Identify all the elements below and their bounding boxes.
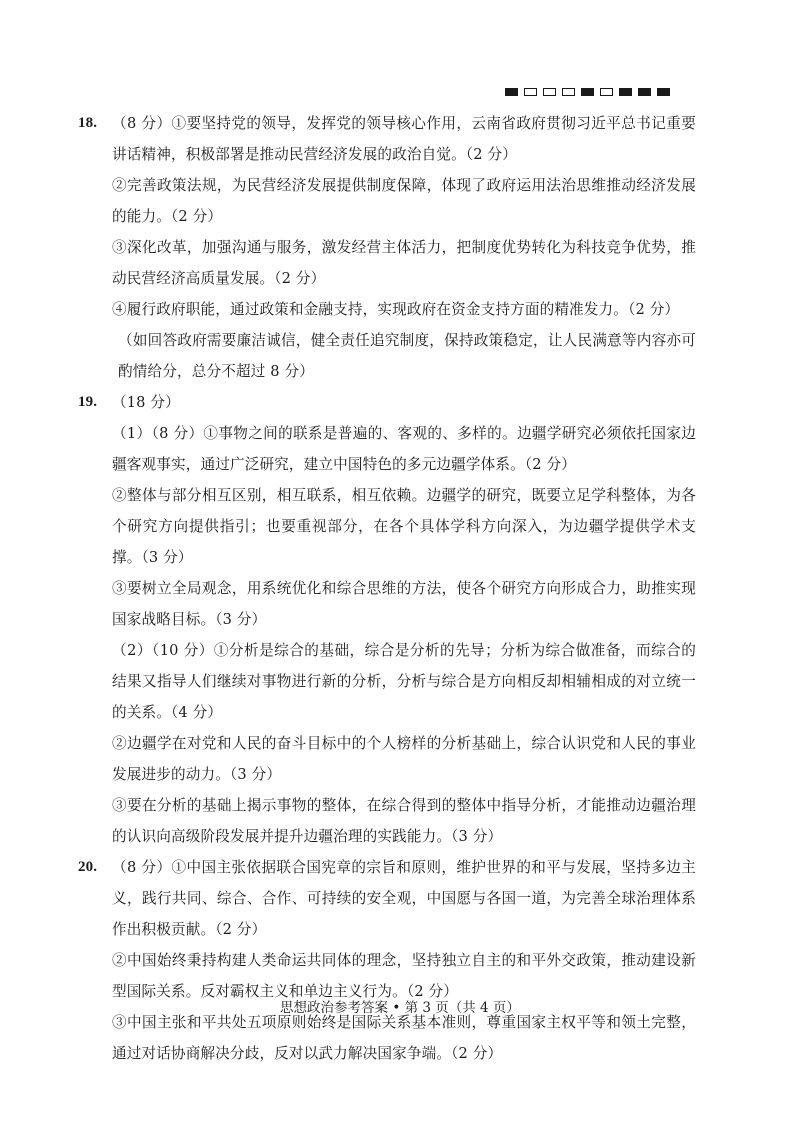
header-marks	[505, 88, 670, 96]
question-20	[78, 852, 696, 1069]
answer-content	[78, 108, 696, 1069]
answer-line: （8 分）①中国主张依据联合国宪章的宗旨和原则，维护世界的和平与发展，坚持多边主义，践行共同、综合、合作、可持续的安全观，中国愿与各国一道，为完善全球治理体系作出积极贡献。（2 分）	[112, 859, 696, 938]
question-number: 18.	[78, 115, 98, 131]
answer-line: ③深化改革，加强沟通与服务，激发经营主体活力，把制度优势转化为科技竞争优势，推动民营经济高质量发展。（2 分）	[112, 239, 696, 287]
answer-line: （8 分）①要坚持党的领导，发挥党的领导核心作用，云南省政府贯彻习近平总书记重要讲话精神，积极部署是推动民营经济发展的政治自觉。（2 分）	[112, 115, 696, 163]
answer-line: ②边疆学在对党和人民的奋斗目标中的个人榜样的分析基础上，综合认识党和人民的事业发展进步的动力。（3 分）	[112, 735, 696, 783]
header-mark	[562, 88, 575, 96]
answer-line: ③要树立全局观念，用系统优化和综合思维的方法，使各个研究方向形成合力，助推实现国家战略目标。（3 分）	[112, 580, 696, 628]
answer-line: ④履行政府职能，通过政策和金融支持，实现政府在资金支持方面的精准发力。（2 分）	[112, 301, 680, 318]
answer-line: ②完善政策法规，为民营经济发展提供制度保障，体现了政府运用法治思维推动经济发展的能力。（2 分）	[112, 177, 696, 225]
header-mark	[600, 88, 613, 96]
header-mark	[543, 88, 556, 96]
grading-note: （如回答政府需要廉洁诚信，健全责任追究制度，保持政策稳定，让人民满意等内容亦可酌情给分，总分不超过 8 分）	[118, 332, 696, 380]
header-mark	[619, 88, 632, 96]
header-mark	[524, 88, 537, 96]
answer-line: ②整体与部分相互区别，相互联系，相互依赖。边疆学的研究，既要立足学科整体，为各个研究方向提供指引；也要重视部分，在各个具体学科方向深入，为边疆学提供学术支撑。（3 分）	[112, 487, 696, 566]
question-19	[78, 387, 696, 852]
question-number: 19.	[78, 394, 98, 410]
answer-line: ②中国始终秉持构建人类命运共同体的理念，坚持独立自主的和平外交政策，推动建设新型国际关系。反对霸权主义和单边主义行为。（2 分）	[112, 952, 696, 1000]
question-18	[78, 108, 696, 387]
header-mark	[638, 88, 651, 96]
question-number: 20.	[78, 859, 98, 875]
page-footer: 思想政治参考答案 • 第 3 页（共 4 页）	[280, 1000, 520, 1016]
answer-line: （1）（8 分）①事物之间的联系是普遍的、客观的、多样的。边疆学研究必须依托国家边疆客观事实，通过广泛研究，建立中国特色的多元边疆学体系。（2 分）	[112, 425, 696, 473]
header-mark	[657, 88, 670, 96]
answer-line: ③中国主张和平共处五项原则始终是国际关系基本准则，尊重国家主权平等和领土完整，通过对话协商解决分歧，反对以武力解决国家争端。（2 分）	[112, 1014, 696, 1062]
answer-line: （18 分）	[112, 394, 180, 411]
answer-line: ③要在分析的基础上揭示事物的整体，在综合得到的整体中指导分析，才能推动边疆治理的认识向高级阶段发展并提升边疆治理的实践能力。（3 分）	[112, 797, 696, 845]
header-mark	[581, 88, 594, 96]
answer-line: （2）（10 分）①分析是综合的基础，综合是分析的先导；分析为综合做准备，而综合的结果又指导人们继续对事物进行新的分析，分析与综合是方向相反却相辅相成的对立统一的关系。（4 分）	[112, 642, 696, 721]
header-mark	[505, 88, 518, 96]
